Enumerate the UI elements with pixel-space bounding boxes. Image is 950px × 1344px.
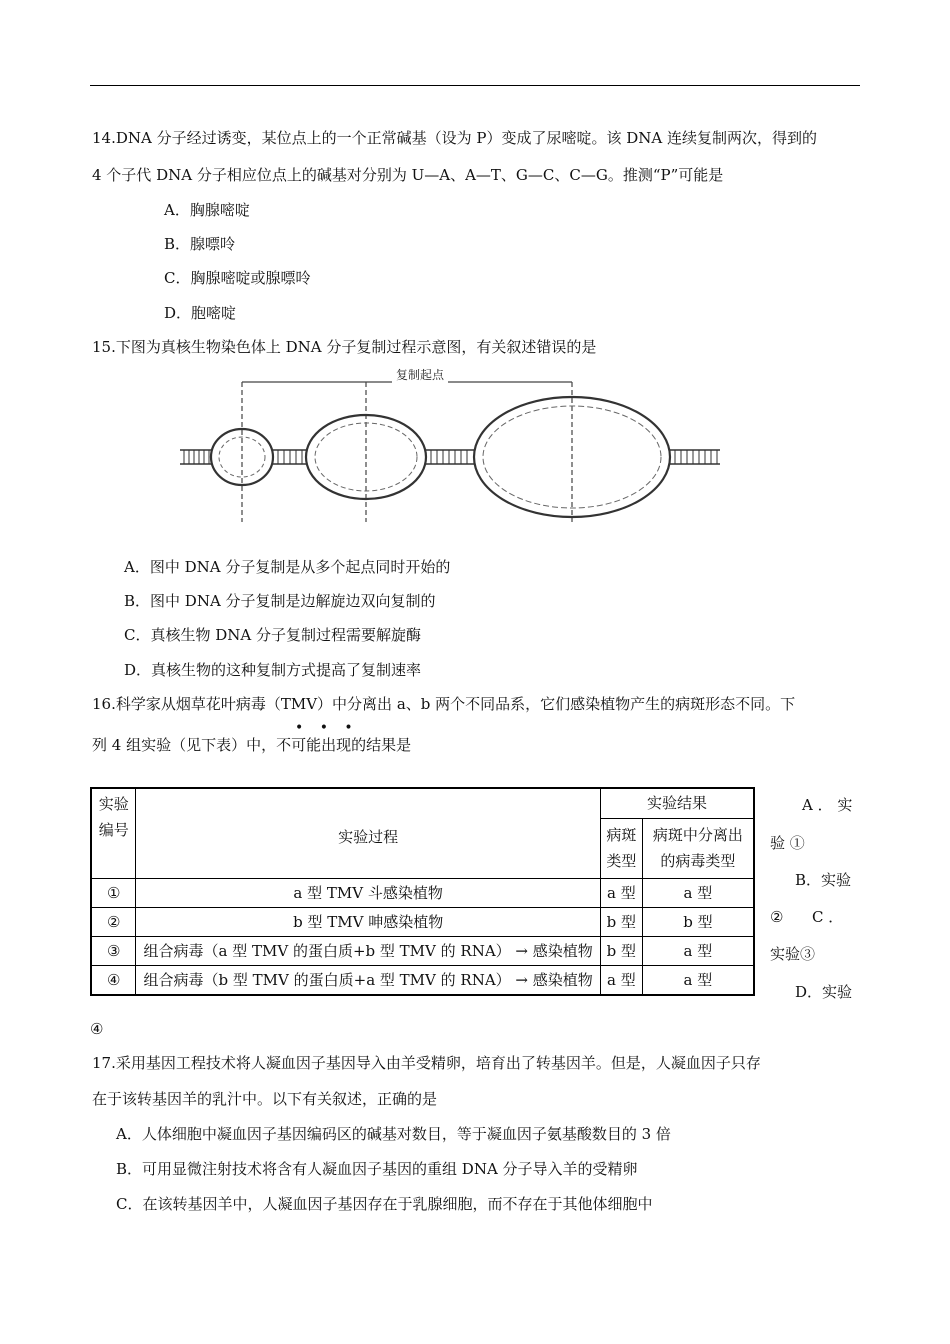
row-isolated-virus: a 型 (642, 936, 754, 965)
experiment-table (90, 787, 755, 996)
row-lesion-type: b 型 (600, 936, 642, 965)
row-id: ① (91, 878, 136, 907)
row-process: 组合病毒（b 型 TMV 的蛋白质+a 型 TMV 的 RNA） → 感染植物 (136, 965, 601, 995)
header-lesion-type-line1: 病斑 (606, 826, 637, 844)
origin-label: 复制起点 (395, 368, 445, 382)
q14-option-a: A．胸腺嘧啶 (164, 201, 250, 219)
table-row (91, 936, 754, 965)
table-row (91, 878, 754, 907)
row-process: b 型 TMV 呻感染植物 (136, 907, 601, 936)
row-isolated-virus: a 型 (642, 878, 754, 907)
q17-option-c: C．在该转基因羊中，人凝血因子基因存在于乳腺细胞，而不存在于其他体细胞中 (116, 1195, 653, 1213)
q16-side-option-1: A ． 实 (802, 796, 853, 814)
q15-stem: 15.下图为真核生物染色体上 DNA 分子复制过程示意图，有关叙述错误的是 (92, 338, 597, 356)
header-result: 实验结果 (600, 788, 754, 818)
row-lesion-type: a 型 (600, 878, 642, 907)
row-id: ④ (91, 965, 136, 995)
q14-stem-line2: 4 个子代 DNA 分子相应位点上的碱基对分别为 U—A、A—T、G—C、C—G。推测“P”可能是 (92, 166, 724, 184)
table-row (91, 965, 754, 995)
q16-side-option-5: 实验③ (770, 945, 816, 963)
table-row (91, 907, 754, 936)
header-isolated-virus-line2: 的病毒类型 (660, 852, 736, 870)
row-lesion-type: b 型 (600, 907, 642, 936)
q16-side-option-2: 验 ① (770, 834, 805, 852)
emphasis-dots: • • • (295, 720, 359, 736)
header-isolated-virus (642, 818, 754, 878)
row-process: 组合病毒（a 型 TMV 的蛋白质+b 型 TMV 的 RNA） → 感染植物 (136, 936, 601, 965)
q16-stem-line2: 列 4 组实验（见下表）中，不可能出现的结果是 (92, 736, 412, 754)
q14-option-c: C．胸腺嘧啶或腺嘌呤 (164, 269, 311, 287)
row-id: ③ (91, 936, 136, 965)
q14-option-b: B．腺嘌呤 (164, 235, 236, 253)
header-process: 实验过程 (136, 788, 601, 878)
header-id-line1: 实验 (98, 795, 129, 813)
header-lesion-type (600, 818, 642, 878)
row-isolated-virus: a 型 (642, 965, 754, 995)
row-isolated-virus: b 型 (642, 907, 754, 936)
q16-side-option-7: ④ (90, 1020, 104, 1038)
q15-option-a: A．图中 DNA 分子复制是从多个起点同时开始的 (124, 558, 451, 576)
q17-option-a: A．人体细胞中凝血因子基因编码区的碱基对数目，等于凝血因子氨基酸数目的 3 倍 (116, 1125, 671, 1143)
q16-side-option-6: D．实验 (795, 983, 853, 1001)
row-lesion-type: a 型 (600, 965, 642, 995)
q16-side-option-3: B．实验 (795, 871, 852, 889)
row-id: ② (91, 907, 136, 936)
header-isolated-virus-line1: 病斑中分离出 (652, 826, 743, 844)
q15-option-c: C．真核生物 DNA 分子复制过程需要解旋酶 (124, 626, 421, 644)
q16-side-option-4: ② C ． (770, 908, 844, 926)
q14-stem-line1: 14.DNA 分子经过诱变，某位点上的一个正常碱基（设为 P）变成了尿嘧啶。该 DNA 连续复制两次，得到的 (92, 129, 817, 147)
header-rule (90, 85, 860, 86)
q17-option-b: B．可用显微注射技术将含有人凝血因子基因的重组 DNA 分子导入羊的受精卵 (116, 1160, 638, 1178)
header-lesion-type-line2: 类型 (606, 852, 637, 870)
header-id (91, 788, 136, 878)
dna-replication-diagram (180, 362, 740, 524)
q15-option-d: D．真核生物的这种复制方式提高了复制速率 (124, 661, 422, 679)
row-process: a 型 TMV 斗感染植物 (136, 878, 601, 907)
q15-option-b: B．图中 DNA 分子复制是边解旋边双向复制的 (124, 592, 436, 610)
q16-stem-line1: 16.科学家从烟草花叶病毒（TMV）中分离出 a、b 两个不同品系，它们感染植物产生的病斑形态不同。下 (92, 695, 796, 713)
header-id-line2: 编号 (98, 821, 129, 839)
q14-option-d: D．胞嘧啶 (164, 304, 237, 322)
q17-stem-line1: 17.采用基因工程技术将人凝血因子基因导入由羊受精卵，培育出了转基因羊。但是，人凝血因子只存 (92, 1054, 761, 1072)
q17-stem-line2: 在于该转基因羊的乳汁中。以下有关叙述，正确的是 (92, 1090, 438, 1108)
